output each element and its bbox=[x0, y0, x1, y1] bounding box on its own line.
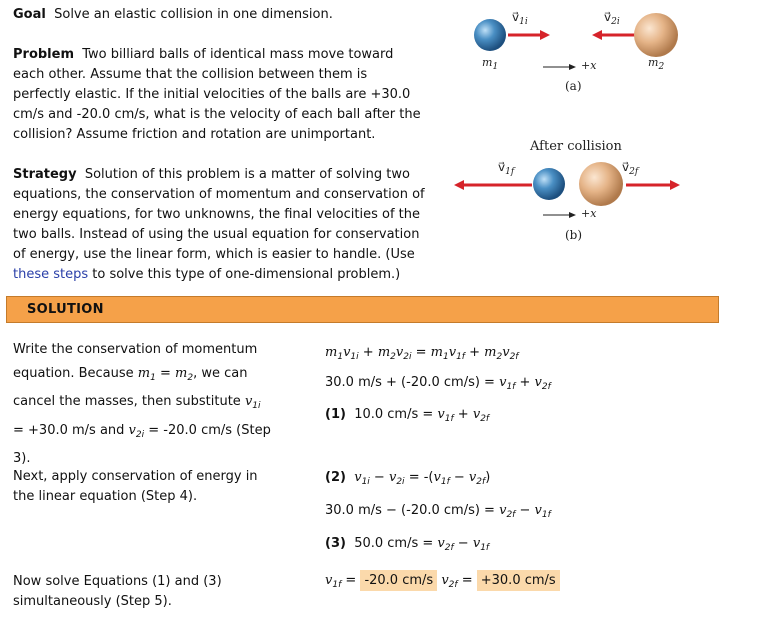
these-steps-link[interactable]: these steps bbox=[13, 267, 89, 282]
equation-2: (2) $v_{1i} - v_{2i} = -(v_{1f} - v_{2f})$ bbox=[325, 470, 491, 487]
collision-figure bbox=[440, 0, 760, 260]
problem-paragraph bbox=[13, 45, 423, 145]
step1-text: Write the conservation of momentum equation. Because $m_1 = m_2$, we can cancel the masses, then substitute $v_{1i}$ = +30.0 m/s and $v_{2i} = -20.0$ cm/s (Step 3). bbox=[13, 342, 271, 466]
m2-label: $m_2$ bbox=[648, 56, 665, 72]
ball-2-after-icon bbox=[579, 162, 623, 206]
plus-x-label-a: +x bbox=[581, 59, 597, 72]
ball-2-icon bbox=[634, 13, 678, 57]
problem-label: Problem bbox=[13, 47, 74, 62]
figure-label-a: (a) bbox=[565, 79, 582, 93]
strategy-text: Solution of this problem is a matter of solving two equations, the conservation of momentum and conservation of energy equations, for two unknowns, the final velocities of the two balls. Instead of using the usual equation for conservation of energy, use the linear form, which is easier to handle. (Use bbox=[13, 167, 425, 262]
solution-title: SOLUTION bbox=[27, 302, 104, 317]
v1f-answer: -20.0 cm/s bbox=[360, 570, 437, 591]
v2i-label: $v⃗_{2i}$ bbox=[604, 10, 620, 27]
equation-1: (1) 10.0 $cm/s = v_{1f} + v_{2f}$ bbox=[325, 407, 490, 424]
ball-1-after-icon bbox=[533, 168, 565, 200]
goal-paragraph bbox=[13, 5, 423, 25]
equation-3: (3) 50.0 $cm/s = v_{2f} - v_{1f}$ bbox=[325, 536, 490, 553]
momentum-equation: $m_1v_{1i} + m_2v_{2i} = m_1v_{1f} + m_2v_{2f}$ bbox=[325, 345, 519, 362]
energy-substituted: 30.0 m/s − (-20.0 $cm/s) = v_{2f} - v_{1f}$ bbox=[325, 503, 551, 520]
strategy-label: Strategy bbox=[13, 167, 77, 182]
solution-header bbox=[6, 296, 719, 323]
v1f-label: $v⃗_{1f}$ bbox=[498, 160, 515, 177]
plus-x-label-b: +x bbox=[581, 207, 597, 220]
after-collision-label: After collision bbox=[530, 139, 622, 154]
v1i-label: $v⃗_{1i}$ bbox=[512, 10, 528, 27]
final-answer: $v_{1f} = -20.0$ cm/s $v_{2f} = +30.0$ cm/s bbox=[325, 573, 560, 590]
goal-text: Solve an elastic collision in one dimension. bbox=[54, 7, 333, 22]
v2f-label: $v⃗_{2f}$ bbox=[622, 160, 639, 177]
step3-text: Now solve Equations (1) and (3) simultaneously (Step 5). bbox=[13, 574, 222, 609]
figure-label-b: (b) bbox=[565, 228, 583, 242]
goal-label: Goal bbox=[13, 7, 46, 22]
v2f-answer: +30.0 cm/s bbox=[477, 570, 560, 591]
strategy-paragraph bbox=[13, 165, 428, 285]
problem-text: Two billiard balls of identical mass move toward each other. Assume that the collision between them is perfectly elastic. If the initial velocities of the balls are +30.0 cm/s and -20.0 cm/s, what is the velocity of each ball after the collision? Assume friction and rotation are unimportant. bbox=[13, 47, 421, 142]
momentum-substituted: 30.0 m/s + (-20.0 $cm/s) = v_{1f} + v_{2f}$ bbox=[325, 375, 551, 392]
strategy-text-after: to solve this type of one-dimensional problem.) bbox=[88, 267, 401, 282]
m1-label: $m_1$ bbox=[482, 56, 499, 72]
ball-1-icon bbox=[474, 19, 506, 51]
step2-text: Next, apply conservation of energy in the linear equation (Step 4). bbox=[13, 469, 258, 504]
